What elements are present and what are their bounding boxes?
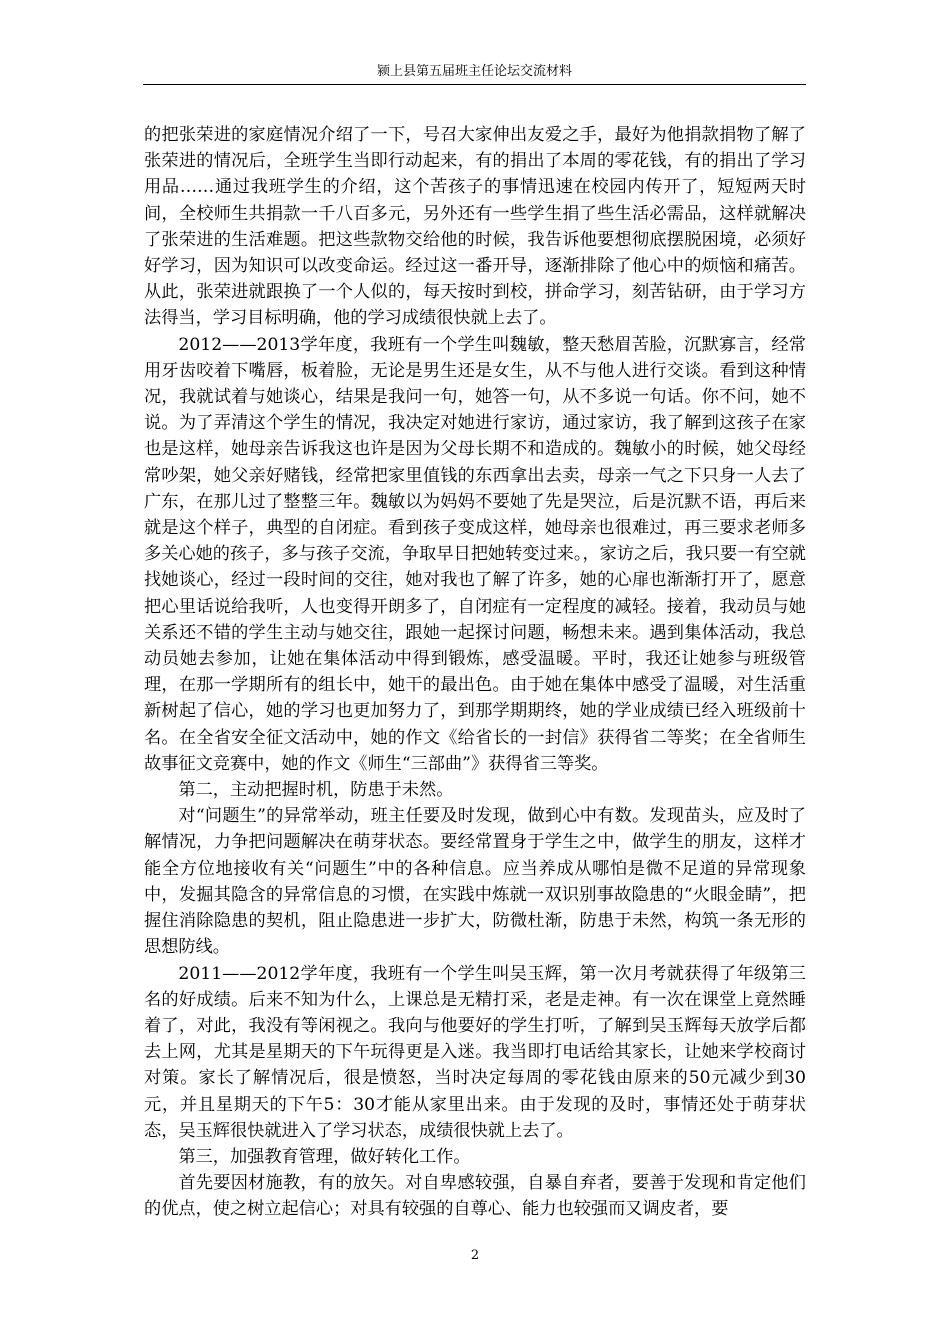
section-heading: 第三，加强教育管理，做好转化工作。 (178, 1146, 471, 1167)
paragraph: 2011——2012学年度，我班有一个学生叫吴玉辉，第一次月考就获得了年级第三名的好成绩。后来不知为什么，上课总是无精打采，老是走神。有一次在课堂上竟然睡着了，对此，我没有等闲视之。我向与他要好的学生打听，了解到吴玉辉每天放学后都去上网，尤其是星期天的下午玩得更是入迷。我当即打电话给其家长，让她来学校商讨对策。家长了解情况后，很是愤怒，当时决定每周的零花钱由原来的50元减少到30元，并且星期天的下午5：30才能从家里出来。由于发现的及时，事情还处于萌芽状态，吴玉辉很快就进入了学习状态，成绩很快就上去了。 (144, 963, 806, 1141)
paragraph: 2012——2013学年度，我班有一个学生叫魏敏，整天愁眉苦脸，沉默寡言，经常用牙齿咬着下嘴唇，板着脸，无论是男生还是女生，从不与他人进行交谈。看到这种情况，我就试着与她谈心，结果是我问一句，她答一句，从不多说一句话。你不问，她不说。为了弄清这个学生的情况，我决定对她进行家访，通过家访，我了解到这孩子在家也是这样，她母亲告诉我这也许是因为父母长期不和造成的。魏敏小的时候，她父母经常吵架，她父亲好赌钱，经常把家里值钱的东西拿出去卖，母亲一气之下只身一人去了广东，在那儿过了整整三年。魏敏以为妈妈不要她了先是哭泣，后是沉默不语，再后来就是这个样子，典型的自闭症。看到孩子变成这样，她母亲也很难过，再三要求老师多多关心她的孩子，多与孩子交流，争取早日把她转变过来。，家访之后，我只要一有空就找她谈心，经过一段时间的交往，她对我也了解了许多，她的心扉也渐渐打开了，愿意把心里话说给我听，人也变得开朗多了，自闭症有一定程度的减轻。接着，我动员与她关系还不错的学生主动与她交往，跟她一起探讨问题，畅想未来。遇到集体活动，我总动员她去参加，让她在集体活动中得到锻炼，感受温暖。平时，我还让她参与班级管理，在那一学期所有的组长中，她干的最出色。由于她在集体中感受了温暖，对生活重新树起了信心，她的学习也更加努力了，到那学期期终，她的学业成绩已经入班级前十名。在全省安全征文活动中，她的作文《给省长的一封信》获得省二等奖；在全省师生故事征文竞赛中，她的作文《师生“三部曲”》获得省三等奖。 (144, 334, 806, 774)
paragraph: 首先要因材施教，有的放矢。对自卑感较强，自暴自弃者，要善于发现和肯定他们的优点，使之树立起信心；对具有较强的自尊心、能力也较强而又调皮者，要 (144, 1173, 806, 1220)
paragraph: 的把张荣进的家庭情况介绍了一下，号召大家伸出友爱之手，最好为他捐款捐物了解了张荣进的情况后，全班学生当即行动起来，有的捐出了本周的零花钱，有的捐出了学习用品……通过我班学生的介绍，这个苦孩子的事情迅速在校园内传开了，短短两天时间，全校师生共捐款一千八百多元，另外还有一些学生捐了些生活必需品，这样就解决了张荣进的生活难题。把这些款物交给他的时候，我告诉他要想彻底摆脱困境，必须好好学习，因为知识可以改变命运。经过这一番开导，逐渐排除了他心中的烦恼和痛苦。从此，张荣进就跟换了一个人似的，每天按时到校，拼命学习，刻苦钻研，由于学习方法得当，学习目标明确，他的学习成绩很快就上去了。 (144, 125, 806, 329)
paragraph: 对“问题生”的异常举动，班主任要及时发现，做到心中有数。发现苗头，应及时了解情况，力争把问题解决在萌芽状态。要经常置身于学生之中，做学生的朋友，这样才能全方位地接收有关“问题生”中的各种信息。应当养成从哪怕是微不足道的异常现象中，发掘其隐含的异常信息的习惯，在实践中炼就一双识别事故隐患的“火眼金睛”，把握住消除隐患的契机，阻止隐患进一步扩大，防微杜渐，防患于未然，构筑一条无形的思想防线。 (144, 806, 806, 958)
page-number: 2 (470, 1248, 480, 1263)
section-heading: 第二，主动把握时机，防患于未然。 (178, 780, 454, 801)
body-text (144, 122, 806, 1223)
page-header: 颍上县第五届班主任论坛交流材料 (143, 62, 806, 85)
